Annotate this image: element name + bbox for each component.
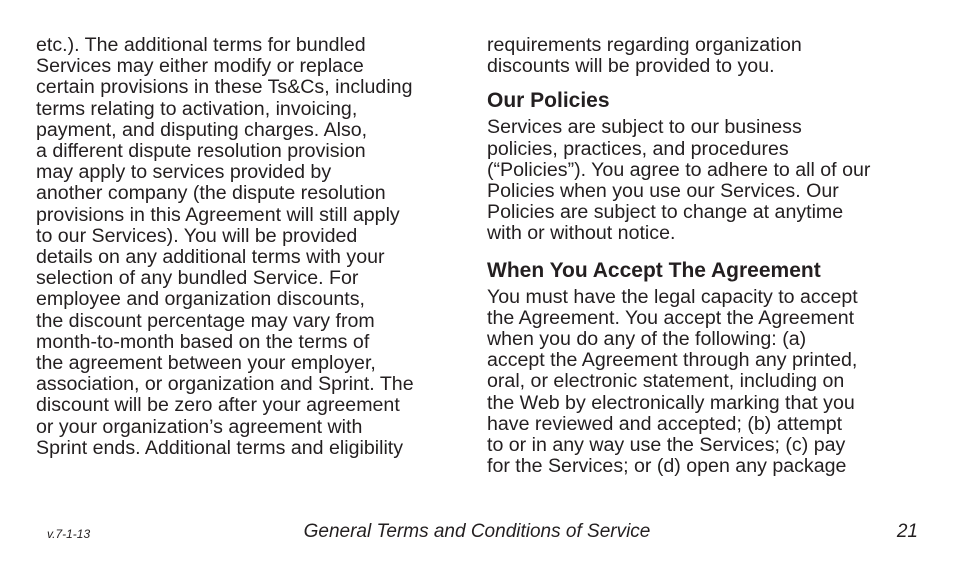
right-column — [487, 35, 912, 477]
body-text-line: terms relating to activation, invoicing, — [36, 97, 358, 120]
body-text-line: or your organization’s agreement with — [36, 415, 363, 438]
body-text-line: selection of any bundled Service. For — [36, 267, 359, 290]
body-text-line: policies, practices, and procedures — [487, 137, 789, 160]
body-text-line: Policies are subject to change at anytime — [487, 201, 844, 224]
body-text-line: You must have the legal capacity to accept — [487, 285, 858, 308]
section-heading-our-policies: Our Policies — [487, 89, 610, 113]
page-footer — [0, 520, 954, 546]
body-text-line: accept the Agreement through any printed, — [487, 349, 858, 372]
body-text-line: the Web by electronically marking that you — [487, 391, 855, 414]
version-label: v.7-1-13 — [47, 527, 91, 541]
body-text-line: may apply to services provided by — [36, 161, 332, 184]
body-text-line: with or without notice. — [487, 222, 676, 245]
body-text-line: have reviewed and accepted; (b) attempt — [487, 412, 843, 435]
body-text-line: Sprint ends. Additional terms and eligibility — [36, 436, 404, 459]
left-column — [36, 35, 456, 459]
body-text-line: the discount percentage may vary from — [36, 309, 375, 332]
body-text-line: Services are subject to our business — [487, 116, 802, 139]
page-number: 21 — [896, 521, 918, 542]
body-text-line: requirements regarding organization — [487, 34, 802, 56]
section-heading-accept-agreement: When You Accept The Agreement — [487, 258, 821, 282]
body-text-line: discounts will be provided to you. — [487, 55, 775, 78]
body-text-line: etc.). The additional terms for bundled — [36, 34, 366, 56]
body-text-line: the Agreement. You accept the Agreement — [487, 306, 855, 329]
body-text-line: month-to-month based on the terms of — [36, 330, 370, 353]
body-text-line: Policies when you use our Services. Our — [487, 180, 839, 203]
body-text-line: for the Services; or (d) open any package — [487, 455, 847, 478]
body-text-line: Services may either modify or replace — [36, 55, 364, 78]
body-text-line: when you do any of the following: (a) — [487, 328, 807, 351]
body-text-line: oral, or electronic statement, including on — [487, 370, 845, 393]
body-text-line: to our Services). You will be provided — [36, 224, 358, 247]
body-text-line: certain provisions in these Ts&Cs, including — [36, 76, 413, 99]
body-text-line: employee and organization discounts, — [36, 288, 365, 311]
body-text-line: the agreement between your employer, — [36, 352, 376, 375]
document-title: General Terms and Conditions of Service — [303, 521, 651, 542]
body-text-line: to or in any way use the Services; (c) pay — [487, 434, 846, 457]
body-text-line: discount will be zero after your agreement — [36, 394, 400, 417]
body-text-line: details on any additional terms with your — [36, 246, 385, 269]
body-text-line: payment, and disputing charges. Also, — [36, 118, 368, 141]
body-text-line: provisions in this Agreement will still apply — [36, 203, 400, 226]
body-text-line: another company (the dispute resolution — [36, 182, 386, 205]
body-text-line: (“Policies”). You agree to adhere to all of our — [487, 158, 871, 181]
body-text-line: a different dispute resolution provision — [36, 140, 366, 163]
body-text-line: association, or organization and Sprint. The — [36, 373, 414, 396]
